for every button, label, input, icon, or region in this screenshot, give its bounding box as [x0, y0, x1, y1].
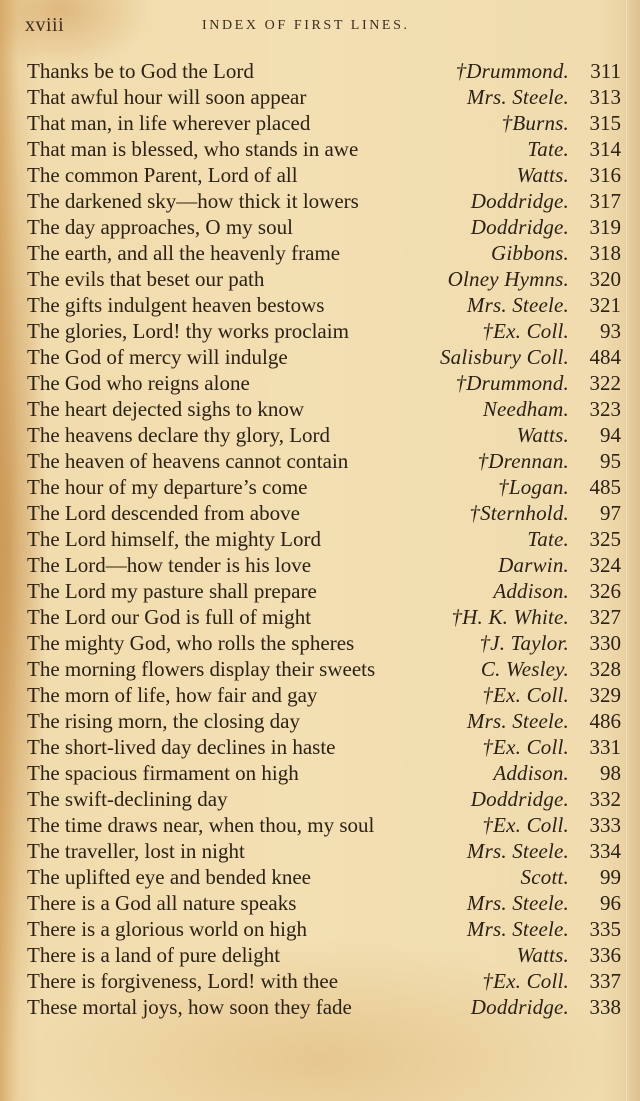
- entry-first-line: The Lord my pasture shall prepare: [27, 579, 317, 603]
- index-entry: [27, 240, 621, 266]
- index-entry: [27, 110, 621, 136]
- entry-hymn-number: 98: [600, 761, 621, 785]
- entry-first-line: Thanks be to God the Lord: [27, 59, 254, 83]
- index-entry: [27, 942, 621, 968]
- entry-author: Doddridge.: [470, 787, 569, 811]
- entry-first-line: The morning flowers display their sweets: [27, 657, 376, 681]
- entry-first-line: These mortal joys, how soon they fade: [27, 995, 352, 1019]
- entry-first-line: The Lord—how tender is his love: [27, 553, 312, 577]
- entry-hymn-number: 324: [589, 553, 621, 577]
- index-entry: [27, 84, 621, 110]
- index-entry: [27, 916, 621, 942]
- index-entry: [27, 968, 621, 994]
- index-entry: [27, 604, 621, 630]
- entry-first-line: There is a land of pure delight: [27, 943, 281, 967]
- index-entry: [27, 630, 621, 656]
- entry-author: Mrs. Steele.: [466, 891, 569, 915]
- entry-hymn-number: 326: [589, 579, 621, 603]
- index-entry: [27, 864, 621, 890]
- entry-author: Mrs. Steele.: [466, 839, 569, 863]
- entry-author: Doddridge.: [470, 995, 569, 1019]
- entry-hymn-number: 315: [589, 111, 621, 135]
- entry-author: Addison.: [493, 761, 569, 785]
- entry-first-line: The time draws near, when thou, my soul: [27, 813, 375, 837]
- entry-first-line: The morn of life, how fair and gay: [27, 683, 318, 707]
- entry-first-line: The earth, and all the heavenly frame: [27, 241, 341, 265]
- entry-hymn-number: 320: [589, 267, 621, 291]
- entry-hymn-number: 313: [589, 85, 621, 109]
- entry-hymn-number: 323: [589, 397, 621, 421]
- index-entry: [27, 786, 621, 812]
- entry-hymn-number: 316: [589, 163, 621, 187]
- entry-author: †Ex. Coll.: [482, 969, 569, 993]
- index-entry: [27, 760, 621, 786]
- entry-hymn-number: 485: [589, 475, 621, 499]
- index-entry: [27, 890, 621, 916]
- entry-hymn-number: 93: [600, 319, 621, 343]
- entry-hymn-number: 329: [589, 683, 621, 707]
- entry-author: Needham.: [482, 397, 569, 421]
- entry-first-line: The swift-declining day: [27, 787, 228, 811]
- entry-first-line: The common Parent, Lord of all: [27, 163, 298, 187]
- index-entry: [27, 656, 621, 682]
- entry-first-line: The heart dejected sighs to know: [27, 397, 304, 421]
- entry-hymn-number: 332: [589, 787, 621, 811]
- page-number: xviii: [25, 14, 65, 36]
- entry-hymn-number: 325: [589, 527, 621, 551]
- entry-author: Watts.: [516, 423, 569, 447]
- entry-author: Salisbury Coll.: [439, 345, 569, 369]
- entry-hymn-number: 314: [589, 137, 621, 161]
- index-entry: [27, 994, 621, 1020]
- index-entry: [27, 578, 621, 604]
- entry-first-line: The evils that beset our path: [27, 267, 265, 291]
- index-entry: [27, 552, 621, 578]
- entry-hymn-number: 327: [589, 605, 621, 629]
- entry-author: †Ex. Coll.: [482, 735, 569, 759]
- index-entry: [27, 838, 621, 864]
- index-entry: [27, 344, 621, 370]
- index-entry: [27, 136, 621, 162]
- index-entry: [27, 162, 621, 188]
- entry-hymn-number: 321: [589, 293, 621, 317]
- entry-first-line: The day approaches, O my soul: [27, 215, 293, 239]
- entry-author: †Sternhold.: [469, 501, 569, 525]
- entry-hymn-number: 99: [600, 865, 621, 889]
- entry-author: †Drummond.: [455, 371, 569, 395]
- entry-first-line: The hour of my departure’s come: [27, 475, 308, 499]
- entry-hymn-number: 318: [589, 241, 621, 265]
- index-entry: [27, 396, 621, 422]
- entry-first-line: The God of mercy will indulge: [27, 345, 288, 369]
- entry-first-line: The heaven of heavens cannot contain: [27, 449, 349, 473]
- entry-hymn-number: 486: [589, 709, 621, 733]
- entry-author: Tate.: [527, 527, 569, 551]
- index-entry: [27, 422, 621, 448]
- entry-first-line: There is a God all nature speaks: [27, 891, 297, 915]
- entry-first-line: That man, in life wherever placed: [27, 111, 311, 135]
- entry-hymn-number: 97: [600, 501, 621, 525]
- entry-author: †Drennan.: [477, 449, 569, 473]
- index-entry: [27, 188, 621, 214]
- entry-author: Watts.: [516, 943, 569, 967]
- entry-author: Watts.: [516, 163, 569, 187]
- entry-author: †Logan.: [498, 475, 569, 499]
- entry-author: Mrs. Steele.: [466, 293, 569, 317]
- entry-author: †J. Taylor.: [479, 631, 569, 655]
- entry-first-line: The darkened sky—how thick it lowers: [27, 189, 359, 213]
- entry-hymn-number: 335: [589, 917, 621, 941]
- index-entry: [27, 266, 621, 292]
- index-entry: [27, 500, 621, 526]
- index-entry: [27, 682, 621, 708]
- entry-author: †Ex. Coll.: [482, 683, 569, 707]
- entry-first-line: The Lord our God is full of might: [27, 605, 312, 629]
- entry-first-line: There is a glorious world on high: [27, 917, 307, 941]
- index-entry: [27, 448, 621, 474]
- index-entry: [27, 318, 621, 344]
- entry-author: Mrs. Steele.: [466, 917, 569, 941]
- entry-author: Addison.: [493, 579, 569, 603]
- entry-author: Olney Hymns.: [447, 267, 569, 291]
- index-entry: [27, 734, 621, 760]
- entry-first-line: That man is blessed, who stands in awe: [27, 137, 359, 161]
- index-entry: [27, 812, 621, 838]
- entry-author: †Ex. Coll.: [482, 319, 569, 343]
- index-entry: [27, 474, 621, 500]
- entry-first-line: The rising morn, the closing day: [27, 709, 300, 733]
- index-entry: [27, 370, 621, 396]
- index-entry: [27, 214, 621, 240]
- page-edge-line: [626, 0, 627, 1101]
- entry-hymn-number: 331: [589, 735, 621, 759]
- entry-author: Doddridge.: [470, 189, 569, 213]
- entry-author: C. Wesley.: [480, 657, 569, 681]
- entry-author: Tate.: [527, 137, 569, 161]
- entry-first-line: The short-lived day declines in haste: [27, 735, 336, 759]
- entry-hymn-number: 322: [589, 371, 621, 395]
- entry-hymn-number: 334: [589, 839, 621, 863]
- entry-first-line: The heavens declare thy glory, Lord: [27, 423, 331, 447]
- entry-hymn-number: 338: [589, 995, 621, 1019]
- entry-author: Gibbons.: [490, 241, 569, 265]
- index-entries: [27, 58, 621, 1020]
- entry-author: †H. K. White.: [451, 605, 569, 629]
- index-entry: [27, 292, 621, 318]
- entry-first-line: That awful hour will soon appear: [27, 85, 307, 109]
- entry-hymn-number: 94: [600, 423, 621, 447]
- entry-first-line: The traveller, lost in night: [27, 839, 245, 863]
- entry-hymn-number: 311: [590, 59, 621, 83]
- entry-author: †Drummond.: [455, 59, 569, 83]
- entry-author: Doddridge.: [470, 215, 569, 239]
- entry-author: †Burns.: [501, 111, 569, 135]
- entry-hymn-number: 96: [600, 891, 621, 915]
- entry-hymn-number: 484: [589, 345, 621, 369]
- entry-hymn-number: 95: [600, 449, 621, 473]
- entry-author: †Ex. Coll.: [482, 813, 569, 837]
- index-entry: [27, 526, 621, 552]
- entry-hymn-number: 333: [589, 813, 621, 837]
- entry-hymn-number: 317: [589, 189, 621, 213]
- entry-first-line: The uplifted eye and bended knee: [27, 865, 311, 889]
- entry-author: Scott.: [520, 865, 569, 889]
- entry-first-line: The gifts indulgent heaven bestows: [27, 293, 325, 317]
- entry-hymn-number: 319: [589, 215, 621, 239]
- entry-author: Mrs. Steele.: [466, 85, 569, 109]
- entry-hymn-number: 337: [589, 969, 621, 993]
- entry-author: Mrs. Steele.: [466, 709, 569, 733]
- entry-first-line: The spacious firmament on high: [27, 761, 299, 785]
- entry-hymn-number: 336: [589, 943, 621, 967]
- page-header: [25, 14, 620, 38]
- entry-hymn-number: 330: [589, 631, 621, 655]
- entry-first-line: The God who reigns alone: [27, 371, 250, 395]
- entry-hymn-number: 328: [589, 657, 621, 681]
- entry-first-line: The Lord descended from above: [27, 501, 300, 525]
- index-entry: [27, 58, 621, 84]
- entry-author: Darwin.: [498, 553, 569, 577]
- entry-first-line: There is forgiveness, Lord! with thee: [27, 969, 339, 993]
- entry-first-line: The mighty God, who rolls the spheres: [27, 631, 355, 655]
- entry-first-line: The glories, Lord! thy works proclaim: [27, 319, 349, 343]
- entry-first-line: The Lord himself, the mighty Lord: [27, 527, 321, 551]
- running-title: INDEX OF FIRST LINES.: [202, 18, 410, 33]
- index-entry: [27, 708, 621, 734]
